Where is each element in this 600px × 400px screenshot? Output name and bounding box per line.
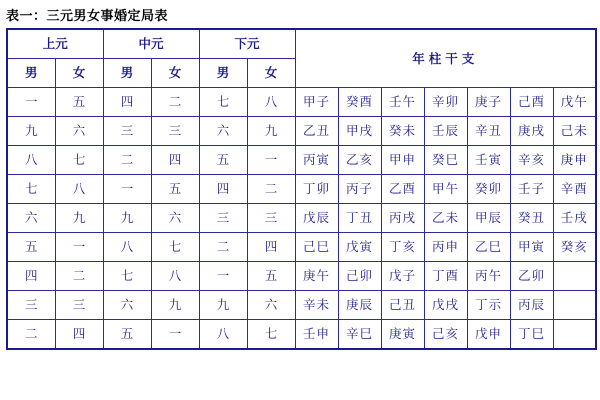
cell-ganzhi: 己亥 [424,320,467,350]
cell-num: 九 [247,117,295,146]
header-group-row [7,29,596,59]
cell-num: 九 [7,117,55,146]
cell-ganzhi: 癸丑 [510,204,553,233]
table-row [7,117,596,146]
cell-ganzhi: 壬辰 [424,117,467,146]
cell-num: 六 [103,291,151,320]
cell-ganzhi: 乙亥 [338,146,381,175]
cell-num: 六 [151,204,199,233]
header-group-xiayuan: 下元 [199,29,295,59]
cell-ganzhi: 戊子 [381,262,424,291]
cell-num: 四 [151,146,199,175]
cell-num: 八 [199,320,247,350]
cell-ganzhi: 壬申 [295,320,338,350]
header-sex-male-2: 男 [103,59,151,88]
cell-num: 二 [247,175,295,204]
cell-num: 一 [247,146,295,175]
header-group-zhongyuan: 中元 [103,29,199,59]
cell-ganzhi: 乙未 [424,204,467,233]
cell-num: 一 [151,320,199,350]
cell-ganzhi: 乙酉 [381,175,424,204]
cell-ganzhi: 辛卯 [424,88,467,117]
cell-num: 九 [55,204,103,233]
cell-ganzhi: 癸酉 [338,88,381,117]
cell-num: 六 [55,117,103,146]
table-row [7,233,596,262]
cell-num: 七 [151,233,199,262]
header-sex-female-3: 女 [247,59,295,88]
cell-ganzhi: 己卯 [338,262,381,291]
cell-ganzhi: 丙戌 [381,204,424,233]
cell-num: 三 [7,291,55,320]
cell-num: 五 [151,175,199,204]
cell-ganzhi: 庚子 [467,88,510,117]
cell-ganzhi: 戊午 [553,88,596,117]
cell-num: 五 [247,262,295,291]
cell-ganzhi: 庚戌 [510,117,553,146]
cell-ganzhi: 己巳 [295,233,338,262]
cell-num: 九 [151,291,199,320]
cell-num: 六 [199,117,247,146]
header-group-shangyuan: 上元 [7,29,103,59]
cell-num: 七 [247,320,295,350]
cell-num: 七 [55,146,103,175]
cell-ganzhi: 丙辰 [510,291,553,320]
cell-ganzhi: 辛丑 [467,117,510,146]
cell-num: 六 [7,204,55,233]
cell-ganzhi: 乙巳 [467,233,510,262]
header-sex-female-2: 女 [151,59,199,88]
cell-num: 三 [55,291,103,320]
cell-num: 五 [7,233,55,262]
cell-ganzhi: 癸巳 [424,146,467,175]
cell-ganzhi: 丙午 [467,262,510,291]
cell-num: 五 [103,320,151,350]
cell-ganzhi: 癸卯 [467,175,510,204]
cell-num: 四 [55,320,103,350]
cell-num: 七 [199,88,247,117]
cell-ganzhi: 壬午 [381,88,424,117]
cell-num: 三 [151,117,199,146]
cell-num: 四 [199,175,247,204]
table-row [7,88,596,117]
cell-num: 八 [151,262,199,291]
cell-num: 八 [55,175,103,204]
cell-ganzhi: 丁示 [467,291,510,320]
cell-num: 一 [7,88,55,117]
cell-num: 三 [199,204,247,233]
cell-num: 七 [103,262,151,291]
cell-ganzhi: 壬戌 [553,204,596,233]
cell-num: 九 [199,291,247,320]
table-caption: 表一：三元男女事婚定局表 [6,9,169,24]
header-sex-female-1: 女 [55,59,103,88]
cell-num: 五 [199,146,247,175]
cell-ganzhi: 丁酉 [424,262,467,291]
cell-ganzhi: 乙卯 [510,262,553,291]
cell-ganzhi: 丙寅 [295,146,338,175]
cell-ganzhi: 丁丑 [338,204,381,233]
cell-num: 二 [199,233,247,262]
cell-ganzhi [553,320,596,350]
cell-ganzhi [553,291,596,320]
cell-ganzhi: 辛巳 [338,320,381,350]
cell-ganzhi: 丙子 [338,175,381,204]
table-row [7,262,596,291]
cell-ganzhi: 己未 [553,117,596,146]
cell-num: 八 [247,88,295,117]
cell-num: 一 [103,175,151,204]
cell-ganzhi: 辛未 [295,291,338,320]
cell-ganzhi: 丁亥 [381,233,424,262]
cell-ganzhi: 戊申 [467,320,510,350]
header-ganzhi-title: 年柱干支 [295,29,596,88]
cell-ganzhi: 戊戌 [424,291,467,320]
cell-num: 一 [55,233,103,262]
sanyuan-marriage-table [6,28,597,350]
cell-ganzhi: 庚午 [295,262,338,291]
table-row [7,146,596,175]
cell-ganzhi: 戊辰 [295,204,338,233]
cell-ganzhi [553,262,596,291]
cell-num: 六 [247,291,295,320]
cell-ganzhi: 甲戌 [338,117,381,146]
cell-ganzhi: 乙丑 [295,117,338,146]
cell-ganzhi: 丁巳 [510,320,553,350]
header-sex-male-1: 男 [7,59,55,88]
cell-num: 一 [199,262,247,291]
cell-ganzhi: 甲辰 [467,204,510,233]
cell-num: 三 [247,204,295,233]
cell-ganzhi: 甲午 [424,175,467,204]
cell-num: 四 [103,88,151,117]
cell-ganzhi: 庚寅 [381,320,424,350]
cell-num: 八 [103,233,151,262]
table-row [7,175,596,204]
table-row [7,291,596,320]
cell-ganzhi: 甲子 [295,88,338,117]
cell-num: 九 [103,204,151,233]
cell-num: 八 [7,146,55,175]
cell-ganzhi: 壬子 [510,175,553,204]
cell-ganzhi: 丁卯 [295,175,338,204]
cell-ganzhi: 己丑 [381,291,424,320]
cell-ganzhi: 己酉 [510,88,553,117]
cell-ganzhi: 庚申 [553,146,596,175]
cell-ganzhi: 壬寅 [467,146,510,175]
cell-ganzhi: 辛酉 [553,175,596,204]
cell-num: 二 [55,262,103,291]
header-sex-male-3: 男 [199,59,247,88]
cell-num: 五 [55,88,103,117]
cell-num: 七 [7,175,55,204]
table-row [7,320,596,350]
cell-ganzhi: 甲寅 [510,233,553,262]
cell-ganzhi: 甲申 [381,146,424,175]
cell-num: 二 [7,320,55,350]
cell-ganzhi: 庚辰 [338,291,381,320]
cell-num: 二 [151,88,199,117]
cell-ganzhi: 癸未 [381,117,424,146]
cell-ganzhi: 辛亥 [510,146,553,175]
cell-num: 四 [7,262,55,291]
cell-num: 二 [103,146,151,175]
cell-ganzhi: 丙申 [424,233,467,262]
cell-num: 三 [103,117,151,146]
cell-ganzhi: 戊寅 [338,233,381,262]
cell-num: 四 [247,233,295,262]
cell-ganzhi: 癸亥 [553,233,596,262]
table-row [7,204,596,233]
